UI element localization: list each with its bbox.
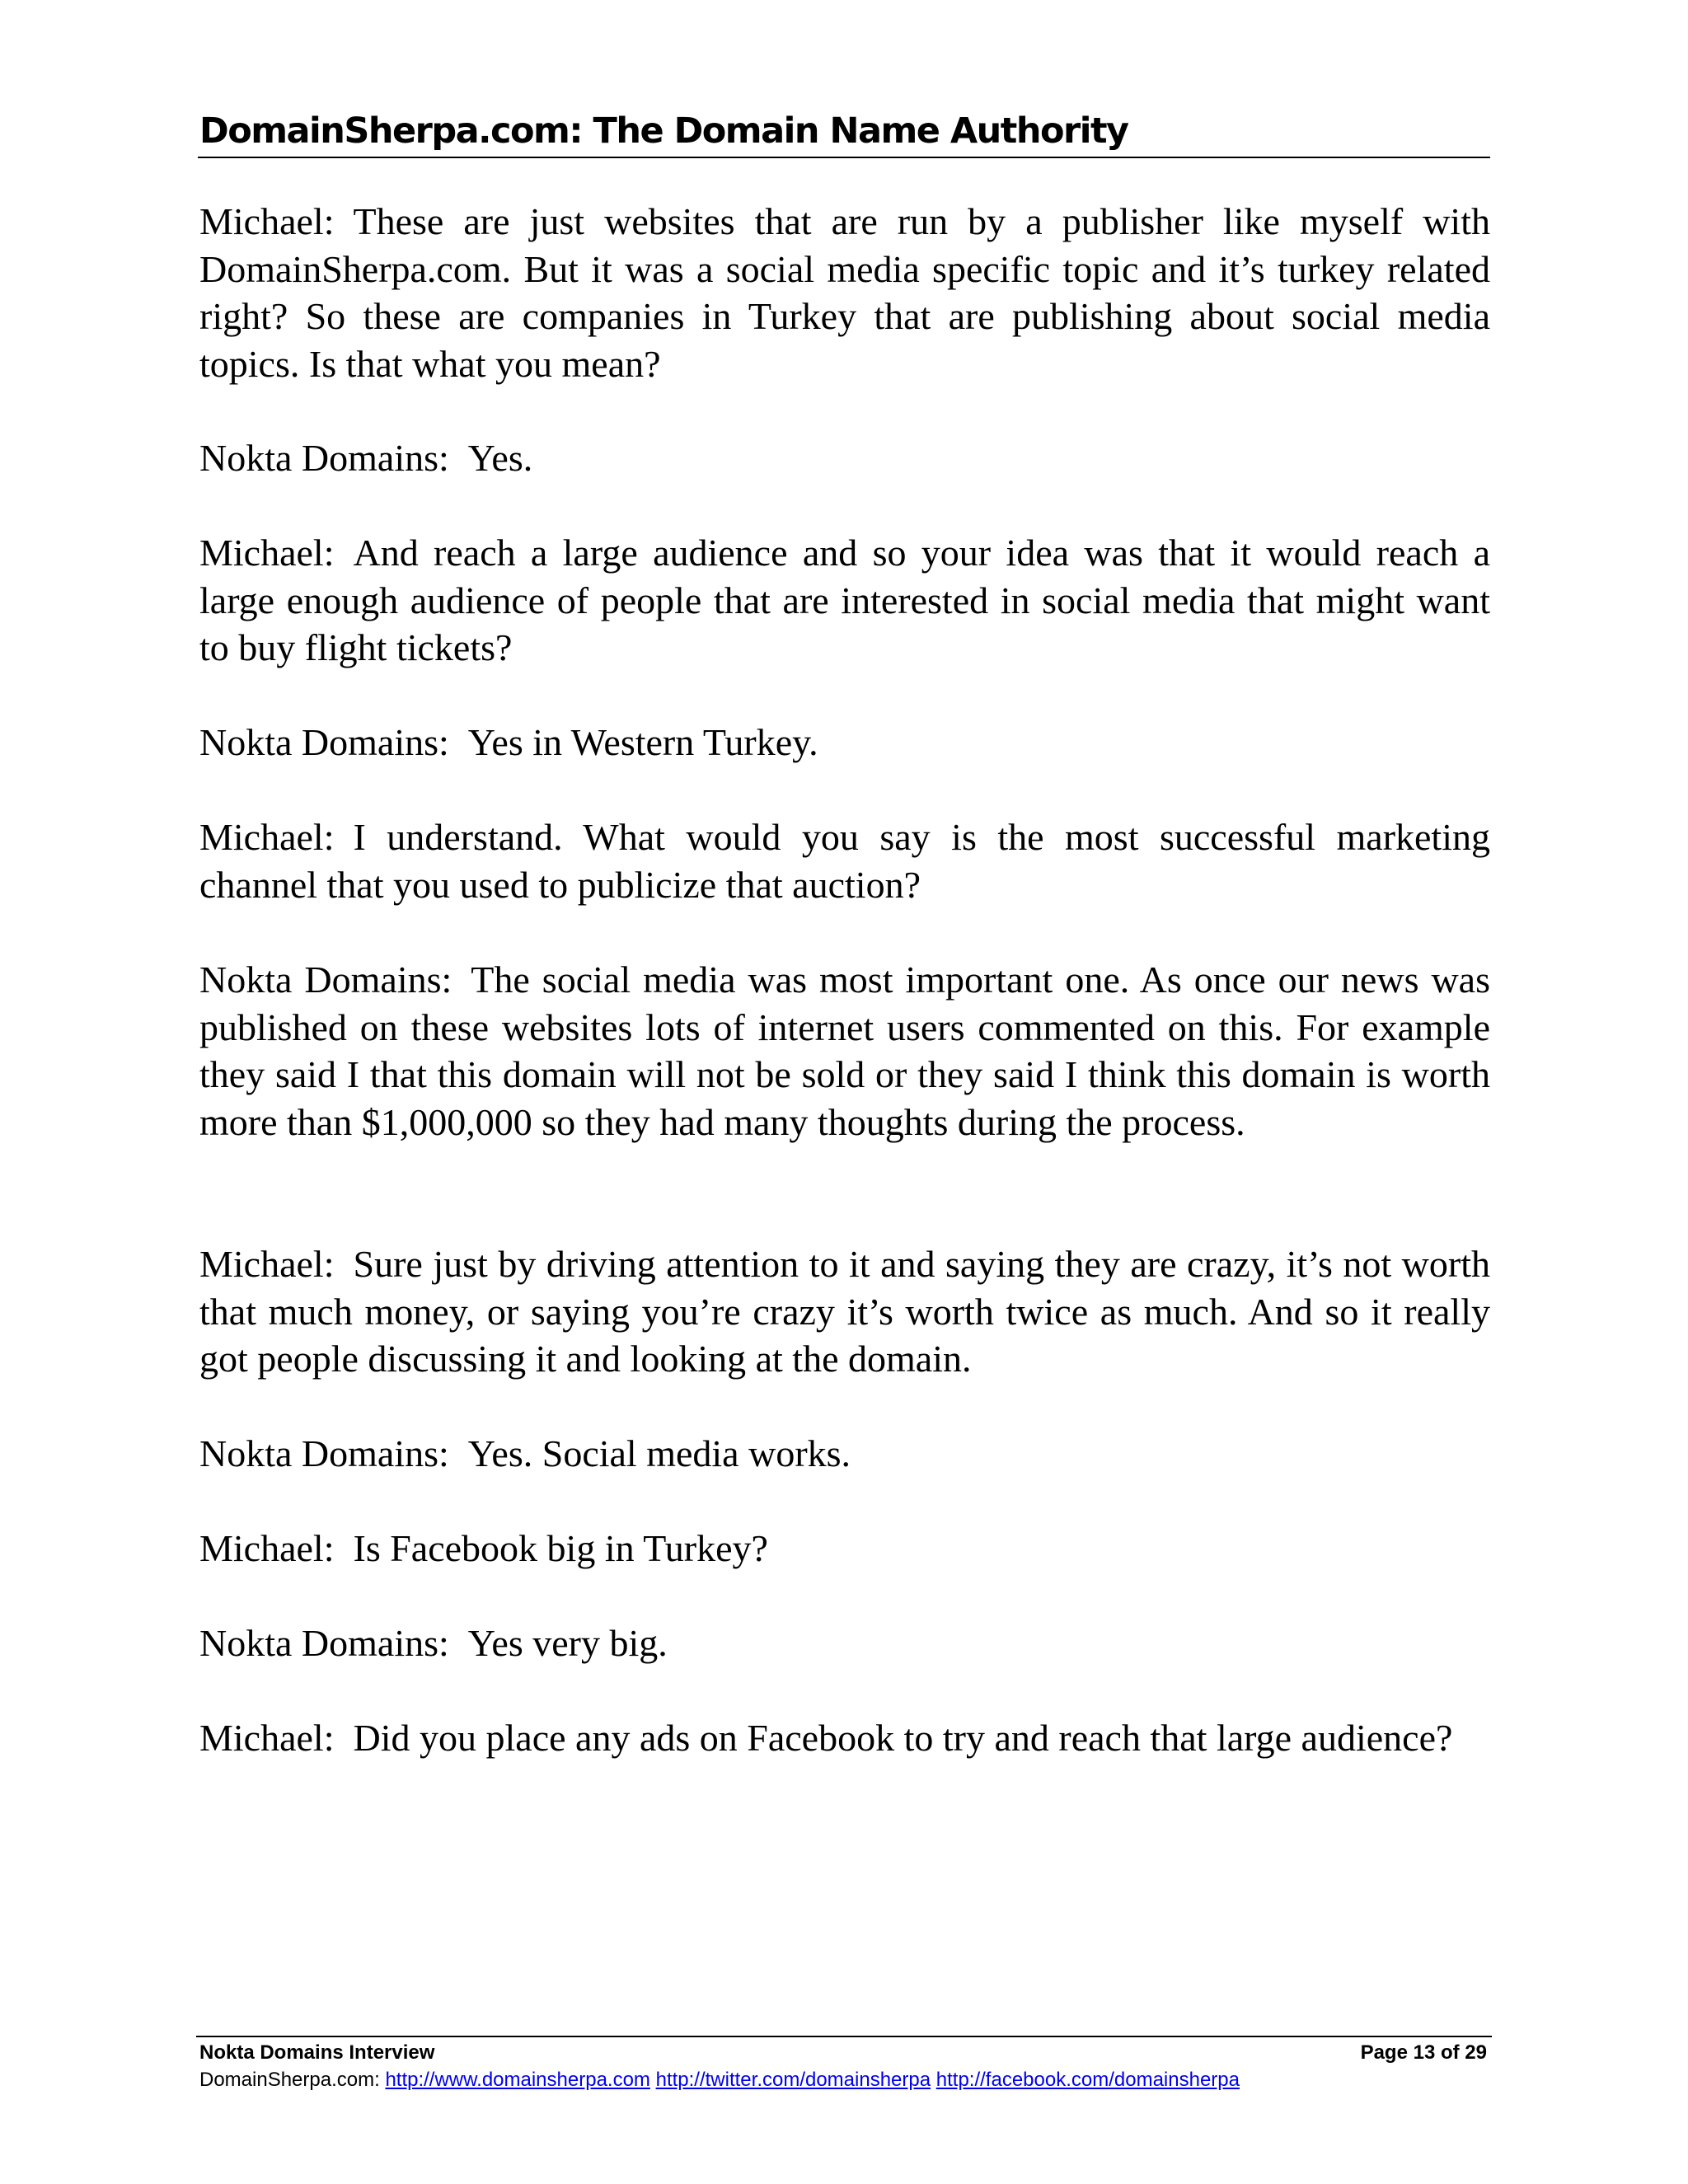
speaker-label: Michael: — [199, 200, 335, 242]
paragraph-text: The social media was most important one. As once our news was published on these websites lots of internet users commented on this. For example they said I that this domain will not be sold or they said I think this domain is worth more than $1,000,000 so they had many thoughts during the process. — [199, 958, 1491, 1143]
page-footer — [196, 2036, 1492, 2093]
transcript-paragraph — [199, 719, 1490, 766]
footer-interview-title: Nokta Domains Interview — [199, 2041, 435, 2064]
page-header — [198, 101, 1490, 158]
paragraph-text: Is Facebook big in Turkey? — [353, 1527, 768, 1569]
speaker-label: Nokta Domains: — [199, 1622, 449, 1664]
speaker-label: Michael: — [199, 1527, 335, 1569]
facebook-link[interactable]: http://facebook.com/domainsherpa — [935, 2069, 1240, 2091]
transcript-paragraph — [199, 1240, 1490, 1383]
transcript-paragraph — [199, 434, 1490, 482]
paragraph-text: These are just websites that are run by a publisher like myself with DomainSherpa.com. But it was a social media specific topic and it’s turkey related right? So these are companies in Turkey that are publishing about social media topics. Is that what you mean? — [199, 200, 1490, 385]
transcript-paragraph — [199, 1714, 1490, 1762]
transcript-paragraph — [199, 956, 1490, 1146]
paragraph-text: And reach a large audience and so your idea was that it would reach a large enough audience of people that are interested in social media that might want to buy flight tickets? — [199, 532, 1490, 668]
speaker-label: Michael: — [199, 816, 335, 858]
transcript-paragraph — [199, 1619, 1490, 1667]
twitter-link[interactable]: http://twitter.com/domainsherpa — [655, 2069, 931, 2091]
paragraph-text: Sure just by driving attention to it and saying they are crazy, it’s not worth that much money, or saying you’re crazy it’s worth twice as much. And so it really got people discussing it and looking at the domain. — [199, 1243, 1490, 1380]
speaker-label: Nokta Domains: — [199, 958, 452, 1001]
speaker-label: Michael: — [199, 1243, 335, 1285]
transcript-paragraph — [199, 1430, 1490, 1478]
paragraph-text: Yes very big. — [467, 1622, 668, 1664]
website-link[interactable]: http://www.domainsherpa.com — [385, 2069, 650, 2091]
paragraph-text: Did you place any ads on Facebook to try and reach that large audience? — [353, 1717, 1453, 1759]
speaker-label: Nokta Domains: — [199, 721, 449, 763]
transcript-paragraph — [199, 1525, 1490, 1572]
footer-links — [196, 2067, 1492, 2093]
footer-site-label: DomainSherpa.com: — [199, 2069, 380, 2091]
speaker-label: Michael: — [199, 532, 335, 574]
paragraph-text: I understand. What would you say is the most successful marketing channel that you used to publicize that auction? — [199, 816, 1490, 906]
page-number: Page 13 of 29 — [1360, 2041, 1487, 2064]
speaker-label: Nokta Domains: — [199, 1432, 449, 1474]
paragraph-text: Yes in Western Turkey. — [467, 721, 818, 763]
paragraph-text: Yes. — [467, 437, 533, 479]
transcript-paragraph — [199, 198, 1490, 387]
transcript-paragraph — [199, 529, 1490, 672]
speaker-label: Nokta Domains: — [199, 437, 449, 479]
page-title: DomainSherpa.com: The Domain Name Authority — [199, 110, 1128, 152]
paragraph-text: Yes. Social media works. — [467, 1432, 851, 1474]
transcript-paragraph — [199, 813, 1490, 908]
speaker-label: Michael: — [199, 1717, 335, 1759]
